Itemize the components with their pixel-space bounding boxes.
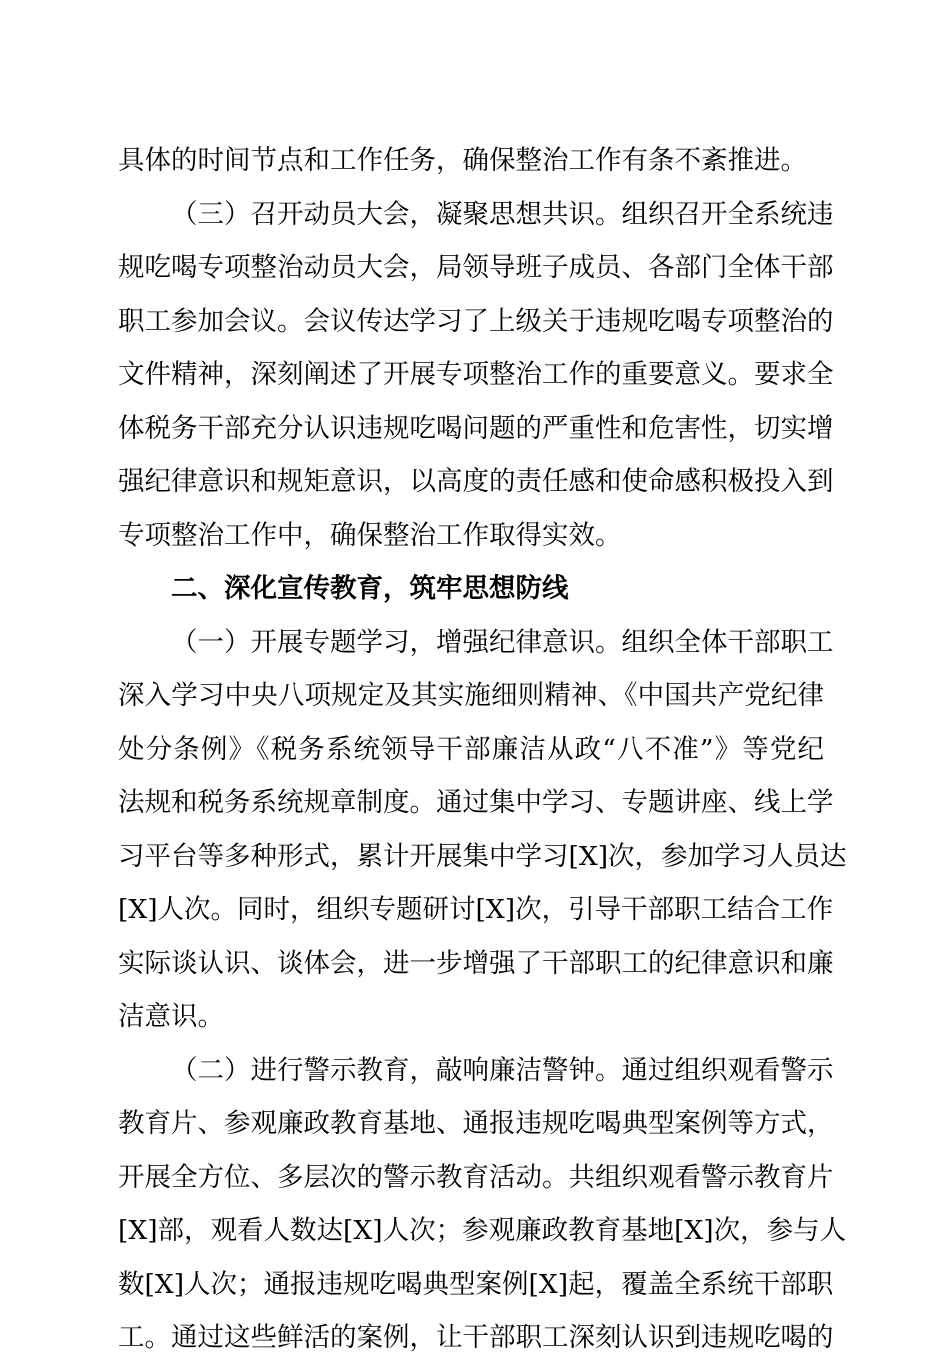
paragraph-line: 深入学习中央八项规定及其实施细则精神、《中国共产党纪律 [118, 680, 824, 711]
paragraph-line: [X]部，观看人数达[X]人次；参观廉政教育基地[X]次，参与人 [118, 1215, 847, 1246]
paragraph-line: （三）召开动员大会，凝聚思想共识。组织召开全系统违 [171, 198, 834, 230]
paragraph-line: 洁意识。 [118, 1001, 224, 1032]
document-page [118, 134, 847, 1365]
paragraph-line: 职工参加会议。会议传达学习了上级关于违规吃喝专项整治的 [118, 305, 834, 337]
paragraph-line: 处分条例》《税务系统领导干部廉洁从政“八不准”》等党纪 [118, 733, 824, 765]
paragraph-line: 专项整治工作中，确保整治工作取得实效。 [118, 519, 622, 551]
paragraph-line: 实际谈认识、谈体会，进一步增强了干部职工的纪律意识和廉 [118, 947, 834, 979]
paragraph-line: 工。通过这些鲜活的案例，让干部职工深刻认识到违规吃喝的 [118, 1322, 834, 1353]
paragraph-line: 具体的时间节点和工作任务，确保整治工作有条不紊推进。 [118, 145, 807, 176]
paragraph-line: 教育片、参观廉政教育基地、通报违规吃喝典型案例等方式， [118, 1108, 834, 1139]
paragraph-line: （一）开展专题学习，增强纪律意识。组织全体干部职工 [171, 626, 834, 658]
paragraph-line: [X]人次。同时，组织专题研讨[X]次，引导干部职工结合工作 [118, 894, 834, 925]
paragraph-line: 强纪律意识和规矩意识，以高度的责任感和使命感积极投入到 [118, 466, 834, 497]
section-heading: 二、深化宣传教育，筑牢思想防线 [171, 573, 569, 604]
paragraph-line: 体税务干部充分认识违规吃喝问题的严重性和危害性，切实增 [118, 412, 834, 444]
paragraph-line: （二）进行警示教育，敲响廉洁警钟。通过组织观看警示 [171, 1054, 834, 1086]
paragraph-line: 法规和税务系统规章制度。通过集中学习、专题讲座、线上学 [118, 787, 834, 818]
paragraph-line: 数[X]人次；通报违规吃喝典型案例[X]起，覆盖全系统干部职 [118, 1268, 834, 1300]
paragraph-line: 开展全方位、多层次的警示教育活动。共组织观看警示教育片 [118, 1161, 834, 1193]
paragraph-line: 文件精神，深刻阐述了开展专项整治工作的重要意义。要求全 [118, 359, 834, 390]
paragraph-line: 习平台等多种形式，累计开展集中学习[X]次，参加学习人员达 [118, 840, 847, 872]
paragraph-line: 规吃喝专项整治动员大会，局领导班子成员、各部门全体干部 [118, 252, 834, 283]
